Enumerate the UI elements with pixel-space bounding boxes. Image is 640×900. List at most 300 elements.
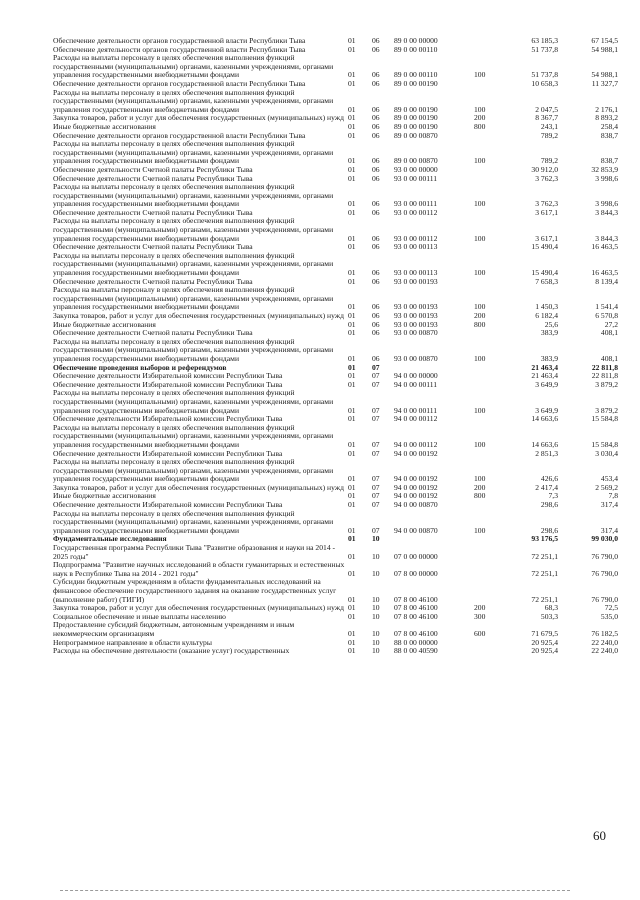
row-section-code: 01 <box>348 491 356 501</box>
row-amount-year-2: 3 998,6 <box>595 199 618 209</box>
row-name: Расходы на выплаты персоналу в целях обеспечения выполнения функций государственными (муниципальными) органами, казенными учреждениями, органами управления государственными внебюджетными фондами <box>53 250 334 278</box>
row-subsection-code: 10 <box>372 603 380 613</box>
row-name: Расходы на выплаты персоналу в целях обеспечения выполнения функций государственными (муниципальными) органами, казенными учреждениями, органами управления государственными внебюджетными фондами <box>53 53 334 80</box>
row-subsection-code: 07 <box>372 525 380 535</box>
row-target-article: 89 0 00 00190 <box>394 121 438 131</box>
row-subsection-code: 06 <box>372 311 380 320</box>
row-amount-year-2: 11 327,7 <box>591 78 618 88</box>
row-subsection-code: 10 <box>372 568 380 578</box>
row-target-article: 89 0 00 00190 <box>394 104 438 114</box>
row-target-article: 89 0 00 00110 <box>394 44 438 54</box>
row-subsection-code: 06 <box>372 36 380 45</box>
row-target-article: 94 0 00 00192 <box>394 474 438 484</box>
row-amount-year-2: 22 240,0 <box>591 646 618 656</box>
row-name: Обеспечение проведения выборов и референдумов <box>53 362 227 372</box>
table-row <box>53 183 618 209</box>
row-target-article: 94 0 00 00870 <box>394 500 438 510</box>
row-target-article: 89 0 00 00870 <box>394 156 438 166</box>
row-section-code: 01 <box>348 525 356 535</box>
row-subsection-code: 07 <box>372 371 380 381</box>
row-amount-year-1: 15 490,4 <box>531 268 558 278</box>
row-name: Расходы на выплаты персоналу в целях обеспечения выполнения функций государственными (муниципальными) органами, казенными учреждениями, органами управления государственными внебюджетными фондами <box>53 139 334 166</box>
row-amount-year-1: 383,9 <box>540 328 558 338</box>
row-name: Обеспечение деятельности Счетной палаты Республики Тыва <box>53 328 253 338</box>
row-subsection-code: 06 <box>372 319 380 329</box>
row-section-code: 01 <box>348 628 356 638</box>
row-name: Предоставление субсидий бюджетным, автономным учреждениям и иным некоммерческим организациям <box>53 620 295 638</box>
row-amount-year-1: 3 762,3 <box>535 173 558 183</box>
table-row <box>53 647 618 656</box>
row-amount-year-2: 408,1 <box>600 328 618 338</box>
row-expense-type: 100 <box>474 353 486 363</box>
row-target-article: 94 0 00 00870 <box>394 525 438 535</box>
row-target-article: 07 8 00 46100 <box>394 603 438 613</box>
row-section-code: 01 <box>348 121 356 131</box>
row-amount-year-1: 71 679,5 <box>531 628 558 638</box>
row-amount-year-2: 67 154,5 <box>591 36 618 45</box>
row-name: Обеспечение деятельности Избирательной комиссии Республики Тыва <box>53 371 283 381</box>
row-target-article: 94 0 00 00112 <box>394 439 438 449</box>
row-amount-year-2: 6 570,8 <box>595 311 618 320</box>
row-target-article: 07 8 00 00000 <box>394 568 438 578</box>
row-section-code: 01 <box>348 448 356 458</box>
row-section-code: 01 <box>348 276 356 286</box>
row-name: Обеспечение деятельности Избирательной комиссии Республики Тыва <box>53 379 283 389</box>
row-subsection-code: 06 <box>372 173 380 183</box>
table-row <box>53 54 618 80</box>
row-target-article: 88 0 00 40590 <box>394 646 438 656</box>
row-subsection-code: 06 <box>372 233 380 243</box>
row-amount-year-2: 453,4 <box>600 474 618 484</box>
row-amount-year-1: 7,3 <box>548 491 558 501</box>
table-row <box>53 252 618 278</box>
row-amount-year-2: 258,4 <box>600 121 618 131</box>
row-expense-type <box>474 647 498 656</box>
row-expense-type <box>474 372 498 381</box>
row-amount-year-2: 317,4 <box>600 525 618 535</box>
row-name: Обеспечение деятельности органов государственной власти Республики Тыва <box>53 36 306 45</box>
row-amount-year-2: 3 844,3 <box>595 207 618 217</box>
row-section-code: 01 <box>348 474 356 484</box>
row-amount-year-1: 298,6 <box>540 500 558 510</box>
row-section-code: 01 <box>348 78 356 88</box>
row-amount-year-2: 2 176,1 <box>595 104 618 114</box>
row-amount-year-1: 93 176,5 <box>531 534 558 544</box>
row-target-article: 07 0 00 00000 <box>394 551 438 561</box>
row-section-code: 01 <box>348 328 356 338</box>
row-amount-year-2: 3 844,3 <box>595 233 618 243</box>
row-target-article: 93 0 00 00193 <box>394 276 438 286</box>
row-section-code: 01 <box>348 414 356 424</box>
row-amount-year-2: 16 463,5 <box>591 268 618 278</box>
row-amount-year-2: 8 139,4 <box>595 276 618 286</box>
row-subsection-code: 06 <box>372 78 380 88</box>
scan-edge-line <box>60 890 570 891</box>
row-amount-year-2: 3 879,2 <box>595 405 618 415</box>
row-expense-type: 100 <box>474 268 486 278</box>
row-name: Расходы на выплаты персоналу в целях обеспечения выполнения функций государственными (муниципальными) органами, казенными учреждениями, органами управления государственными внебюджетными фондами <box>53 422 334 449</box>
row-subsection-code: 06 <box>372 302 380 312</box>
row-expense-type <box>474 561 498 578</box>
row-amount-year-2: 99 030,0 <box>591 534 618 544</box>
row-name: Обеспечение деятельности Счетной палаты Республики Тыва <box>53 276 253 286</box>
row-section-code: 01 <box>348 568 356 578</box>
row-expense-type: 800 <box>474 491 486 501</box>
row-amount-year-2: 32 853,9 <box>591 164 618 174</box>
row-name: Подпрограмма "Развитие научных исследований в области гуманитарных и естественных наук в Республике Тыва на 2014 - 2021 годы" <box>53 560 345 578</box>
row-subsection-code: 10 <box>372 551 380 561</box>
row-section-code: 01 <box>348 199 356 209</box>
row-expense-type: 600 <box>474 628 486 638</box>
row-section-code: 01 <box>348 646 356 656</box>
row-name: Закупка товаров, работ и услуг для обеспечения государственных (муниципальных) нужд <box>53 603 344 613</box>
row-name: Обеспечение деятельности Избирательной комиссии Республики Тыва <box>53 448 283 458</box>
row-amount-year-1: 14 663,6 <box>531 414 558 424</box>
row-target-article: 94 0 00 00111 <box>394 405 438 415</box>
row-name: Расходы на обеспечение деятельности (оказание услуг) государственных <box>53 646 290 656</box>
row-name: Обеспечение деятельности Счетной палаты Республики Тыва <box>53 164 253 174</box>
row-amount-year-1: 2 417,4 <box>535 482 558 492</box>
row-target-article: 94 0 00 00192 <box>394 491 438 501</box>
row-section-code: 01 <box>348 242 356 252</box>
row-target-article: 93 0 00 00193 <box>394 302 438 312</box>
row-subsection-code: 06 <box>372 44 380 54</box>
row-section-code: 01 <box>348 173 356 183</box>
row-subsection-code: 07 <box>372 414 380 424</box>
row-amount-year-2: 3 998,6 <box>595 173 618 183</box>
row-name: Иные бюджетные ассигнования <box>53 491 156 501</box>
row-amount-year-1: 1 450,3 <box>535 302 558 312</box>
row-amount-year-1: 3 617,1 <box>535 233 558 243</box>
row-amount-year-1: 30 912,0 <box>531 164 558 174</box>
row-expense-type <box>474 80 498 89</box>
row-amount-year-1: 2 851,3 <box>535 448 558 458</box>
row-amount-year-2: 3 030,4 <box>595 448 618 458</box>
row-name: Фундаментальные исследования <box>53 534 167 544</box>
row-subsection-code: 06 <box>372 268 380 278</box>
table-row <box>53 578 618 604</box>
table-row <box>53 140 618 166</box>
row-amount-year-2: 27,2 <box>604 319 618 329</box>
row-amount-year-1: 21 463,4 <box>531 371 558 381</box>
row-amount-year-1: 72 251,1 <box>531 568 558 578</box>
row-section-code: 01 <box>348 353 356 363</box>
row-amount-year-2: 1 541,4 <box>595 302 618 312</box>
row-amount-year-2: 7,8 <box>608 491 618 501</box>
row-amount-year-1: 15 490,4 <box>531 242 558 252</box>
row-expense-type: 800 <box>474 319 486 329</box>
row-subsection-code: 06 <box>372 207 380 217</box>
row-name: Обеспечение деятельности органов государственной власти Республики Тыва <box>53 78 306 88</box>
row-name: Непрограммное направление в области культуры <box>53 637 212 647</box>
row-target-article: 89 0 00 00000 <box>394 36 438 45</box>
row-expense-type: 100 <box>474 156 486 166</box>
row-subsection-code: 10 <box>372 628 380 638</box>
row-section-code: 01 <box>348 611 356 621</box>
row-name: Расходы на выплаты персоналу в целях обеспечения выполнения функций государственными (муниципальными) органами, казенными учреждениями, органами управления государственными внебюджетными фондами <box>53 87 334 114</box>
row-expense-type: 200 <box>474 482 486 492</box>
row-subsection-code: 10 <box>372 594 380 604</box>
row-subsection-code: 07 <box>372 379 380 389</box>
row-name: Закупка товаров, работ и услуг для обеспечения государственных (муниципальных) нужд <box>53 311 344 320</box>
table-row <box>53 621 618 638</box>
row-section-code: 01 <box>348 70 356 80</box>
row-name: Обеспечение деятельности Избирательной комиссии Республики Тыва <box>53 414 283 424</box>
budget-table-body <box>53 37 618 656</box>
row-amount-year-2: 15 584,8 <box>591 439 618 449</box>
row-name: Социальное обеспечение и иные выплаты населению <box>53 611 226 621</box>
row-expense-type <box>474 639 498 648</box>
row-target-article: 07 8 00 46100 <box>394 611 438 621</box>
row-expense-type <box>474 132 498 141</box>
row-expense-type: 800 <box>474 121 486 131</box>
row-section-code: 01 <box>348 603 356 613</box>
row-subsection-code: 06 <box>372 70 380 80</box>
row-name: Обеспечение деятельности органов государственной власти Республики Тыва <box>53 130 306 140</box>
row-section-code: 01 <box>348 319 356 329</box>
row-amount-year-2: 838,7 <box>600 130 618 140</box>
row-expense-type: 100 <box>474 302 486 312</box>
row-amount-year-1: 14 663,6 <box>531 439 558 449</box>
row-expense-type <box>474 364 498 373</box>
row-target-article <box>394 535 474 544</box>
row-amount-year-1: 6 182,4 <box>535 311 558 320</box>
row-amount-year-2: 8 893,2 <box>595 113 618 123</box>
row-target-article: 93 0 00 00113 <box>394 242 438 252</box>
row-name: Обеспечение деятельности органов государственной власти Республики Тыва <box>53 44 306 54</box>
row-subsection-code: 10 <box>372 611 380 621</box>
table-row <box>53 561 618 578</box>
row-target-article: 94 0 00 00192 <box>394 448 438 458</box>
row-target-article: 93 0 00 00113 <box>394 268 438 278</box>
row-expense-type: 200 <box>474 113 486 123</box>
row-target-article: 89 0 00 00190 <box>394 113 438 123</box>
row-section-code: 01 <box>348 482 356 492</box>
row-amount-year-2: 22 811,8 <box>591 362 618 372</box>
row-target-article: 89 0 00 00190 <box>394 78 438 88</box>
row-section-code: 01 <box>348 551 356 561</box>
row-amount-year-1: 63 185,3 <box>531 36 558 45</box>
row-expense-type: 200 <box>474 311 486 320</box>
table-row <box>53 217 618 243</box>
row-name: Обеспечение деятельности Избирательной комиссии Республики Тыва <box>53 500 283 510</box>
row-expense-type <box>474 209 498 218</box>
row-expense-type <box>474 535 498 544</box>
row-amount-year-1: 21 463,4 <box>531 362 558 372</box>
row-amount-year-2: 838,7 <box>600 156 618 166</box>
row-amount-year-1: 503,3 <box>540 611 558 621</box>
page-number: 60 <box>593 828 606 843</box>
row-amount-year-1: 298,6 <box>540 525 558 535</box>
row-expense-type <box>474 243 498 252</box>
row-expense-type: 200 <box>474 603 486 613</box>
row-name: Государственная программа Республики Тыва "Развитие образования и науки на 2014 - 2025 годы" <box>53 543 336 561</box>
row-subsection-code: 07 <box>372 474 380 484</box>
row-amount-year-1: 3 762,3 <box>535 199 558 209</box>
row-subsection-code: 06 <box>372 113 380 123</box>
row-expense-type: 100 <box>474 104 486 114</box>
row-amount-year-2: 3 879,2 <box>595 379 618 389</box>
row-section-code: 01 <box>348 439 356 449</box>
row-expense-type <box>474 578 498 604</box>
row-subsection-code: 07 <box>372 482 380 492</box>
row-target-article: 94 0 00 00192 <box>394 482 438 492</box>
row-expense-type <box>474 381 498 390</box>
row-target-article: 89 0 00 00110 <box>394 70 438 80</box>
row-amount-year-2: 54 988,1 <box>591 44 618 54</box>
row-subsection-code: 06 <box>372 353 380 363</box>
row-amount-year-2: 54 988,1 <box>591 70 618 80</box>
row-amount-year-2: 72,5 <box>604 603 618 613</box>
row-subsection-code: 06 <box>372 104 380 114</box>
row-target-article: 94 0 00 00000 <box>394 371 438 381</box>
row-amount-year-2: 76 790,0 <box>591 551 618 561</box>
row-amount-year-1: 25,6 <box>544 319 558 329</box>
row-name: Субсидии бюджетным учреждениям в области фундаментальных исследований на финансовое обеспечение государственного задания на оказание государственных услуг (выполнение работ) (ТИГИ) <box>53 577 337 604</box>
row-amount-year-2: 535,0 <box>600 611 618 621</box>
row-target-article: 93 0 00 00193 <box>394 311 438 320</box>
row-section-code: 01 <box>348 207 356 217</box>
row-target-article: 07 8 00 46100 <box>394 594 438 604</box>
row-amount-year-2: 2 569,2 <box>595 482 618 492</box>
row-section-code: 01 <box>348 594 356 604</box>
row-section-code: 01 <box>348 379 356 389</box>
row-section-code: 01 <box>348 104 356 114</box>
row-section-code: 01 <box>348 500 356 510</box>
row-section-code: 01 <box>348 268 356 278</box>
row-amount-year-2: 76 182,5 <box>591 628 618 638</box>
row-subsection-code: 10 <box>372 534 380 544</box>
row-subsection-code: 06 <box>372 164 380 174</box>
table-row <box>53 89 618 115</box>
row-name: Закупка товаров, работ и услуг для обеспечения государственных (муниципальных) нужд <box>53 482 344 492</box>
budget-table <box>53 37 618 656</box>
row-amount-year-1: 3 617,1 <box>535 207 558 217</box>
row-section-code: 01 <box>348 44 356 54</box>
row-subsection-code: 10 <box>372 637 380 647</box>
row-section-code: 01 <box>348 362 356 372</box>
row-expense-type: 100 <box>474 233 486 243</box>
row-section-code: 01 <box>348 233 356 243</box>
row-expense-type <box>474 166 498 175</box>
table-row <box>53 510 618 536</box>
row-amount-year-2: 408,1 <box>600 353 618 363</box>
row-expense-type: 100 <box>474 474 486 484</box>
row-amount-year-2: 22 811,8 <box>591 371 618 381</box>
row-name: Расходы на выплаты персоналу в целях обеспечения выполнения функций государственными (муниципальными) органами, казенными учреждениями, органами управления государственными внебюджетными фондами <box>53 182 334 209</box>
row-amount-year-2: 317,4 <box>600 500 618 510</box>
row-amount-year-1: 426,6 <box>540 474 558 484</box>
row-amount-year-1: 8 367,7 <box>535 113 558 123</box>
table-row <box>53 424 618 450</box>
row-target-article: 93 0 00 00111 <box>394 173 438 183</box>
row-expense-type <box>474 415 498 424</box>
table-row <box>53 458 618 484</box>
row-expense-type <box>474 329 498 338</box>
row-amount-year-1: 2 047,5 <box>535 104 558 114</box>
row-expense-type <box>474 37 498 46</box>
row-subsection-code: 06 <box>372 156 380 166</box>
row-name: Обеспечение деятельности Счетной палаты Республики Тыва <box>53 242 253 252</box>
row-amount-year-1: 51 737,8 <box>531 70 558 80</box>
row-name: Расходы на выплаты персоналу в целях обеспечения выполнения функций государственными (муниципальными) органами, казенными учреждениями, органами управления государственными внебюджетными фондами <box>53 216 334 243</box>
row-name: Иные бюджетные ассигнования <box>53 121 156 131</box>
row-section-code: 01 <box>348 637 356 647</box>
row-expense-type: 100 <box>474 70 486 80</box>
row-target-article: 07 8 00 46100 <box>394 628 438 638</box>
row-section-code: 01 <box>348 36 356 45</box>
row-target-article: 88 0 00 00000 <box>394 637 438 647</box>
row-target-article: 93 0 00 00870 <box>394 328 438 338</box>
row-expense-type <box>474 501 498 510</box>
row-target-article: 89 0 00 00870 <box>394 130 438 140</box>
row-subsection-code: 06 <box>372 121 380 131</box>
row-section-code: 01 <box>348 156 356 166</box>
row-name: Обеспечение деятельности Счетной палаты Республики Тыва <box>53 173 253 183</box>
row-section-code: 01 <box>348 405 356 415</box>
row-amount-year-1: 789,2 <box>540 130 558 140</box>
row-name: Расходы на выплаты персоналу в целях обеспечения выполнения функций государственными (муниципальными) органами, казенными учреждениями, органами управления государственными внебюджетными фондами <box>53 388 334 415</box>
row-subsection-code: 07 <box>372 439 380 449</box>
table-row <box>53 338 618 364</box>
row-amount-year-2: 76 790,0 <box>591 594 618 604</box>
table-row <box>53 389 618 415</box>
row-subsection-code: 06 <box>372 242 380 252</box>
row-amount-year-1: 243,1 <box>540 121 558 131</box>
row-section-code: 01 <box>348 302 356 312</box>
row-name: Расходы на выплаты персоналу в целях обеспечения выполнения функций государственными (муниципальными) органами, казенными учреждениями, органами управления государственными внебюджетными фондами <box>53 508 334 535</box>
table-row <box>53 544 618 561</box>
row-amount-year-1: 72 251,1 <box>531 594 558 604</box>
row-name: Иные бюджетные ассигнования <box>53 319 156 329</box>
row-expense-type: 300 <box>474 611 486 621</box>
row-subsection-code: 06 <box>372 199 380 209</box>
row-target-article: 93 0 00 00870 <box>394 353 438 363</box>
row-subsection-code: 06 <box>372 328 380 338</box>
row-expense-type <box>474 278 498 287</box>
row-section-code: 01 <box>348 311 356 320</box>
row-amount-year-1: 10 658,3 <box>531 78 558 88</box>
row-name: Обеспечение деятельности Счетной палаты Республики Тыва <box>53 207 253 217</box>
row-subsection-code: 07 <box>372 448 380 458</box>
row-expense-type <box>474 450 498 459</box>
row-subsection-code: 07 <box>372 491 380 501</box>
row-target-article: 93 0 00 00112 <box>394 233 438 243</box>
row-amount-year-1: 7 658,3 <box>535 276 558 286</box>
row-amount-year-1: 383,9 <box>540 353 558 363</box>
table-row <box>53 286 618 312</box>
row-section-code: 01 <box>348 371 356 381</box>
row-amount-year-1: 51 737,8 <box>531 44 558 54</box>
row-subsection-code: 06 <box>372 130 380 140</box>
row-target-article: 93 0 00 00000 <box>394 164 438 174</box>
row-expense-type <box>474 46 498 55</box>
row-subsection-code: 07 <box>372 362 380 372</box>
row-name: Закупка товаров, работ и услуг для обеспечения государственных (муниципальных) нужд <box>53 113 344 123</box>
row-amount-year-1: 20 925,4 <box>531 646 558 656</box>
row-amount-year-1: 3 649,9 <box>535 405 558 415</box>
row-amount-year-2: 76 790,0 <box>591 568 618 578</box>
row-section-code: 01 <box>348 130 356 140</box>
row-subsection-code: 06 <box>372 276 380 286</box>
row-section-code: 01 <box>348 113 356 123</box>
row-target-article: 93 0 00 00193 <box>394 319 438 329</box>
row-amount-year-1: 789,2 <box>540 156 558 166</box>
row-amount-year-2: 22 240,0 <box>591 637 618 647</box>
row-name: Расходы на выплаты персоналу в целях обеспечения выполнения функций государственными (муниципальными) органами, казенными учреждениями, органами управления государственными внебюджетными фондами <box>53 285 334 312</box>
row-amount-year-1: 20 925,4 <box>531 637 558 647</box>
row-target-article: 93 0 00 00111 <box>394 199 438 209</box>
